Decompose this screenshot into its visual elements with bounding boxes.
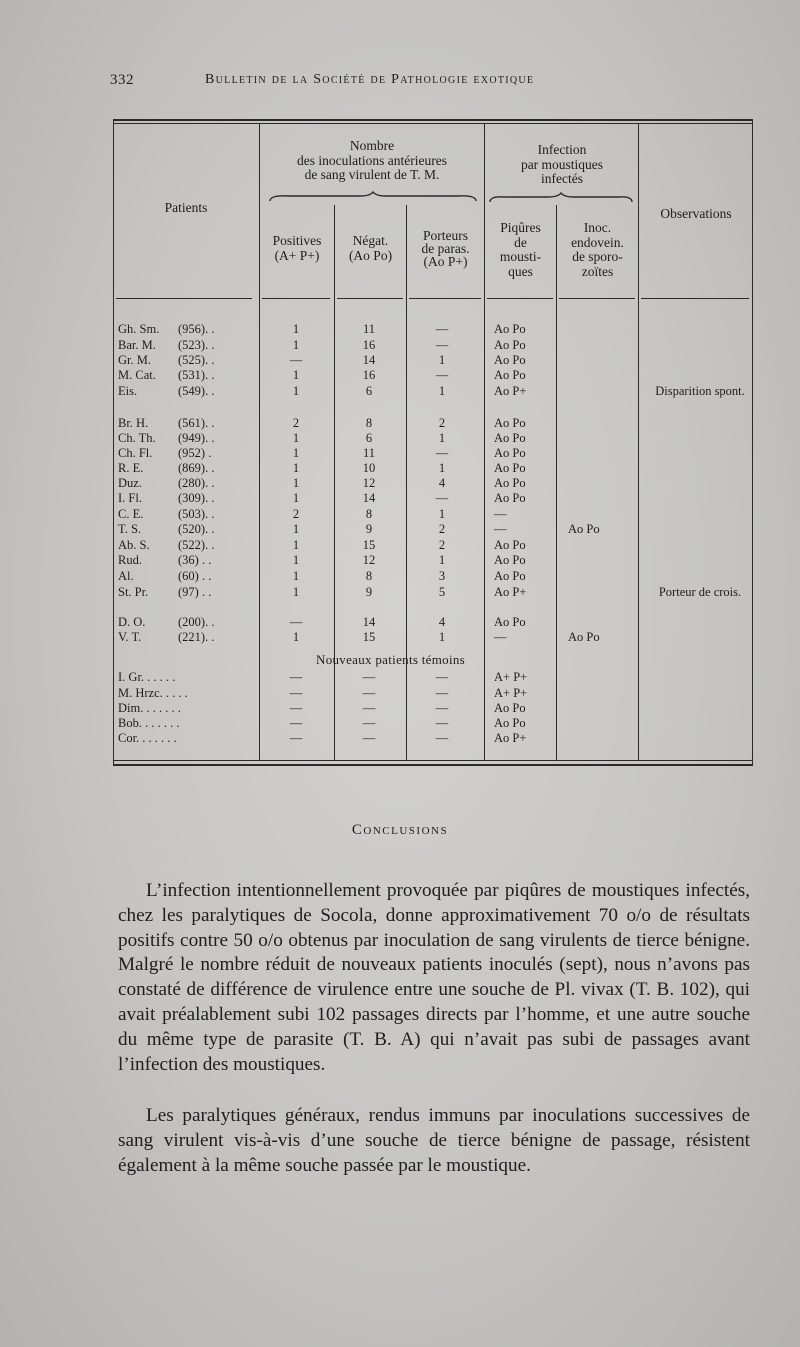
- table-row: [0, 507, 800, 522]
- cell-neg: 12: [362, 476, 376, 490]
- cell-pos: 1: [292, 461, 300, 475]
- cell-neg: —: [362, 731, 376, 745]
- cell-port: 4: [438, 476, 446, 490]
- table-row: [0, 368, 800, 383]
- header-piqures-line2: de: [514, 234, 527, 250]
- table-row-new-patient: [0, 716, 800, 731]
- header-porteurs: [407, 229, 484, 268]
- cell-port: 1: [438, 553, 446, 567]
- cell-pos: 1: [292, 476, 300, 490]
- cell-name: V. T.: [118, 630, 142, 644]
- table-row: [0, 431, 800, 446]
- cell-neg: 15: [362, 630, 376, 644]
- cell-num: (525). .: [178, 353, 215, 367]
- header-inoc: [557, 221, 638, 279]
- cell-piq: —: [494, 522, 507, 536]
- cell-neg: 6: [365, 431, 373, 445]
- cell-neg: 11: [362, 322, 376, 336]
- table-row: [0, 491, 800, 506]
- cell-port: —: [435, 322, 449, 336]
- cell-port: 1: [438, 353, 446, 367]
- cell-piq: Ao Po: [494, 615, 526, 629]
- cell-piq: Ao Po: [494, 416, 526, 430]
- cell-pos: 1: [292, 538, 300, 552]
- cell-neg: —: [362, 670, 376, 684]
- cell-piq: A+ P+: [494, 686, 528, 700]
- conclusions-paragraph-2: Les paralytiques généraux, rendus immuns par inoculations successives de sang virulent vis-à-vis d’une souche de tierce bénigne de passage, résistent également à la même souche passée par le moustique.: [118, 1105, 750, 1176]
- header-piqures: [485, 221, 556, 279]
- conclusions-title: Conclusions: [351, 822, 449, 838]
- cell-piq: Ao Po: [494, 431, 526, 445]
- header-underline-patients: [116, 298, 252, 299]
- cell-num: (221). .: [178, 630, 215, 644]
- cell-port: —: [435, 491, 449, 505]
- table-row: [0, 446, 800, 461]
- cell-pos: 1: [292, 491, 300, 505]
- header-negat-line2: (Ao Po): [348, 247, 393, 263]
- cell-name: Duz.: [118, 476, 142, 490]
- cell-pos: 1: [292, 585, 300, 599]
- cell-pos: 1: [292, 553, 300, 567]
- cell-neg: 12: [362, 553, 376, 567]
- cell-pos: 1: [292, 446, 300, 460]
- cell-piq: —: [494, 507, 507, 521]
- table-bottom-rule: [113, 760, 753, 761]
- header-porteurs-line2: de paras.: [421, 241, 470, 256]
- table-top-rule-inner: [113, 123, 753, 124]
- cell-piq: Ao Po: [494, 553, 526, 567]
- cell-port: 1: [438, 384, 446, 398]
- nombre-brace: [268, 191, 478, 205]
- cell-piq: Ao Po: [494, 538, 526, 552]
- cell-neg: 16: [362, 368, 376, 382]
- header-inoc-line1: Inoc.: [583, 220, 612, 235]
- cell-port: —: [435, 446, 449, 460]
- cell-piq: Ao Po: [494, 701, 526, 715]
- cell-pos: 1: [292, 630, 300, 644]
- table-row: [0, 630, 800, 645]
- cell-pos: 1: [292, 368, 300, 382]
- cell-num: (561). .: [178, 416, 215, 430]
- cell-pos: —: [289, 716, 303, 730]
- cell-pos: 1: [292, 569, 300, 583]
- cell-piq: Ao Po: [494, 353, 526, 367]
- cell-obs: Disparition spont.: [655, 384, 745, 398]
- cell-port: 1: [438, 507, 446, 521]
- cell-name: T. S.: [118, 522, 142, 536]
- cell-port: 2: [438, 522, 446, 536]
- table-row: [0, 585, 800, 600]
- cell-piq: Ao Po: [494, 322, 526, 336]
- cell-name: D. O.: [118, 615, 146, 629]
- cell-port: 2: [438, 416, 446, 430]
- table-row: [0, 522, 800, 537]
- table-row-new-patient: [0, 731, 800, 746]
- table-row: [0, 338, 800, 353]
- header-inoc-line3: de sporo-: [572, 249, 623, 264]
- cell-inoc: Ao Po: [568, 630, 600, 644]
- table-row-new-patient: [0, 686, 800, 701]
- cell-piq: Ao Po: [494, 476, 526, 490]
- cell-name: Bob. . . . . . .: [118, 716, 180, 730]
- cell-neg: —: [362, 701, 376, 715]
- table-row-new-patient: [0, 670, 800, 685]
- cell-name: Dim. . . . . . .: [118, 701, 181, 715]
- cell-neg: 14: [362, 353, 376, 367]
- header-underline-porteurs: [409, 298, 481, 299]
- cell-name: I. Gr. . . . . .: [118, 670, 176, 684]
- cell-obs: Porteur de crois.: [658, 585, 742, 599]
- cell-neg: 14: [362, 491, 376, 505]
- cell-pos: —: [289, 615, 303, 629]
- cell-name: I. Fl.: [118, 491, 142, 505]
- cell-name: C. E.: [118, 507, 144, 521]
- cell-name: Ch. Th.: [118, 431, 156, 445]
- cell-name: Gh. Sm.: [118, 322, 160, 336]
- header-patients: Patients: [164, 200, 208, 215]
- table-row: [0, 322, 800, 337]
- header-underline-negat: [337, 298, 403, 299]
- table-row: [0, 476, 800, 491]
- cell-num: (309). .: [178, 491, 215, 505]
- cell-pos: —: [289, 701, 303, 715]
- table-row: [0, 416, 800, 431]
- table-row: [0, 569, 800, 584]
- header-nombre-line1: Nombre: [349, 138, 395, 153]
- cell-pos: 2: [292, 416, 300, 430]
- table-top-rule: [113, 119, 753, 121]
- cell-name: Rud.: [118, 553, 142, 567]
- infection-brace: [488, 192, 634, 206]
- header-negat-line1: Négat.: [352, 233, 389, 248]
- cell-pos: 1: [292, 338, 300, 352]
- cell-neg: 15: [362, 538, 376, 552]
- cell-pos: 2: [292, 507, 300, 521]
- running-title: Bulletin de la Société de Pathologie exotique: [205, 72, 535, 87]
- cell-pos: 1: [292, 431, 300, 445]
- cell-piq: Ao Po: [494, 368, 526, 382]
- cell-pos: —: [289, 353, 303, 367]
- cell-piq: —: [494, 630, 507, 644]
- table-row: [0, 615, 800, 630]
- cell-port: 1: [438, 630, 446, 644]
- cell-neg: 6: [365, 384, 373, 398]
- cell-piq: Ao Po: [494, 716, 526, 730]
- cell-pos: —: [289, 686, 303, 700]
- cell-piq: Ao Po: [494, 446, 526, 460]
- cell-port: 4: [438, 615, 446, 629]
- cell-piq: Ao Po: [494, 461, 526, 475]
- header-underline-obs: [641, 298, 749, 299]
- cell-num: (200). .: [178, 615, 215, 629]
- cell-neg: 16: [362, 338, 376, 352]
- cell-name: Cor. . . . . . .: [118, 731, 177, 745]
- cell-port: —: [435, 338, 449, 352]
- cell-port: —: [435, 701, 449, 715]
- cell-num: (36) . .: [178, 553, 212, 567]
- header-underline-piqures: [487, 298, 553, 299]
- conclusions-paragraph-1: L’infection intentionnellement provoquée par piqûres de moustiques infectés, chez les paralytiques de Socola, donne approximativement 70 o/o de résultats positifs contre 50 o/o obtenus par inoculation de sang virulents de tierce bénigne. Malgré le nombre réduit de nouveaux patients inoculés (sept), nous n’avons pas constaté de différence de virulence entre une souche de Pl. vivax (T. B. 102), qui avait préalablement subi 102 passages directs par l’homme, et une autre souche du même type de parasite (T. B. A) qui n’avait pas subi de passages avant l’infection des moustiques.: [118, 880, 750, 1075]
- cell-num: (97) . .: [178, 585, 212, 599]
- cell-piq: A+ P+: [494, 670, 528, 684]
- table-row: [0, 538, 800, 553]
- cell-neg: —: [362, 716, 376, 730]
- header-positives-line2: (A+ P+): [274, 247, 320, 263]
- cell-inoc: Ao Po: [568, 522, 600, 536]
- cell-piq: Ao Po: [494, 569, 526, 583]
- header-nombre: [260, 139, 484, 183]
- header-infection-line2: par moustiques: [520, 156, 604, 172]
- cell-name: Eis.: [118, 384, 138, 398]
- header-porteurs-line1: Porteurs: [423, 228, 468, 243]
- cell-num: (523). .: [178, 338, 215, 352]
- cell-neg: 8: [365, 569, 373, 583]
- cell-name: R. E.: [118, 461, 144, 475]
- header-negat: [335, 234, 406, 263]
- header-piqures-line3: mousti-: [499, 249, 542, 264]
- cell-name: M. Hrzc. . . . .: [118, 686, 188, 700]
- cell-num: (949). .: [178, 431, 215, 445]
- cell-neg: 9: [365, 522, 373, 536]
- cell-piq: Ao Po: [494, 338, 526, 352]
- header-inoc-line4: zoïtes: [581, 263, 614, 279]
- cell-port: 1: [438, 461, 446, 475]
- cell-port: 3: [438, 569, 446, 583]
- cell-num: (503). .: [178, 507, 215, 521]
- table-row: [0, 353, 800, 368]
- cell-num: (869). .: [178, 461, 215, 475]
- cell-port: 2: [438, 538, 446, 552]
- cell-port: —: [435, 686, 449, 700]
- cell-neg: 9: [365, 585, 373, 599]
- cell-port: 1: [438, 431, 446, 445]
- cell-neg: 8: [365, 416, 373, 430]
- cell-neg: 11: [362, 446, 376, 460]
- cell-num: (956). .: [178, 322, 215, 336]
- cell-port: —: [435, 716, 449, 730]
- cell-neg: 14: [362, 615, 376, 629]
- cell-pos: —: [289, 670, 303, 684]
- nouveaux-patients-label: Nouveaux patients témoins: [316, 652, 466, 667]
- cell-num: (60) . .: [178, 569, 212, 583]
- header-nombre-line3: de sang virulent de T. M.: [304, 167, 440, 182]
- cell-port: 5: [438, 585, 446, 599]
- table-row-new-patient: [0, 701, 800, 716]
- table-bottom-rule-outer: [113, 764, 753, 766]
- cell-name: Br. H.: [118, 416, 149, 430]
- header-observations: Observations: [660, 206, 732, 221]
- header-inoc-line2: endovein.: [571, 234, 624, 250]
- page-number: 332: [110, 72, 134, 88]
- header-nombre-line2: des inoculations antérieures: [297, 152, 447, 168]
- header-porteurs-line3: (Ao P+): [423, 254, 468, 269]
- cell-neg: 10: [362, 461, 376, 475]
- header-piqures-line1: Piqûres: [500, 220, 541, 235]
- cell-pos: 1: [292, 384, 300, 398]
- cell-name: St. Pr.: [118, 585, 149, 599]
- header-piqures-line4: ques: [508, 263, 533, 279]
- cell-num: (531). .: [178, 368, 215, 382]
- table-row: [0, 384, 800, 399]
- cell-neg: 8: [365, 507, 373, 521]
- cell-name: Ch. Fl.: [118, 446, 153, 460]
- header-infection-line3: infectés: [541, 171, 583, 186]
- cell-piq: Ao P+: [494, 731, 527, 745]
- cell-num: (952) .: [178, 446, 212, 460]
- table-row: [0, 553, 800, 568]
- header-positives-line1: Positives: [272, 233, 322, 248]
- cell-name: Bar. M.: [118, 338, 156, 352]
- cell-port: —: [435, 368, 449, 382]
- cell-piq: Ao P+: [494, 384, 527, 398]
- cell-pos: 1: [292, 322, 300, 336]
- header-underline-positives: [262, 298, 330, 299]
- cell-num: (522). .: [178, 538, 215, 552]
- cell-neg: —: [362, 686, 376, 700]
- header-infection-line1: Infection: [537, 142, 587, 157]
- cell-piq: Ao Po: [494, 491, 526, 505]
- cell-port: —: [435, 731, 449, 745]
- header-infection: [486, 143, 638, 187]
- cell-num: (520). .: [178, 522, 215, 536]
- cell-piq: Ao P+: [494, 585, 527, 599]
- cell-name: Ab. S.: [118, 538, 150, 552]
- cell-name: M. Cat.: [118, 368, 156, 382]
- header-positives: [260, 234, 334, 263]
- cell-pos: 1: [292, 522, 300, 536]
- table-row: [0, 461, 800, 476]
- cell-name: Gr. M.: [118, 353, 151, 367]
- cell-port: —: [435, 670, 449, 684]
- cell-pos: —: [289, 731, 303, 745]
- header-underline-inoc: [559, 298, 635, 299]
- cell-name: Al.: [118, 569, 134, 583]
- cell-num: (549). .: [178, 384, 215, 398]
- cell-num: (280). .: [178, 476, 215, 490]
